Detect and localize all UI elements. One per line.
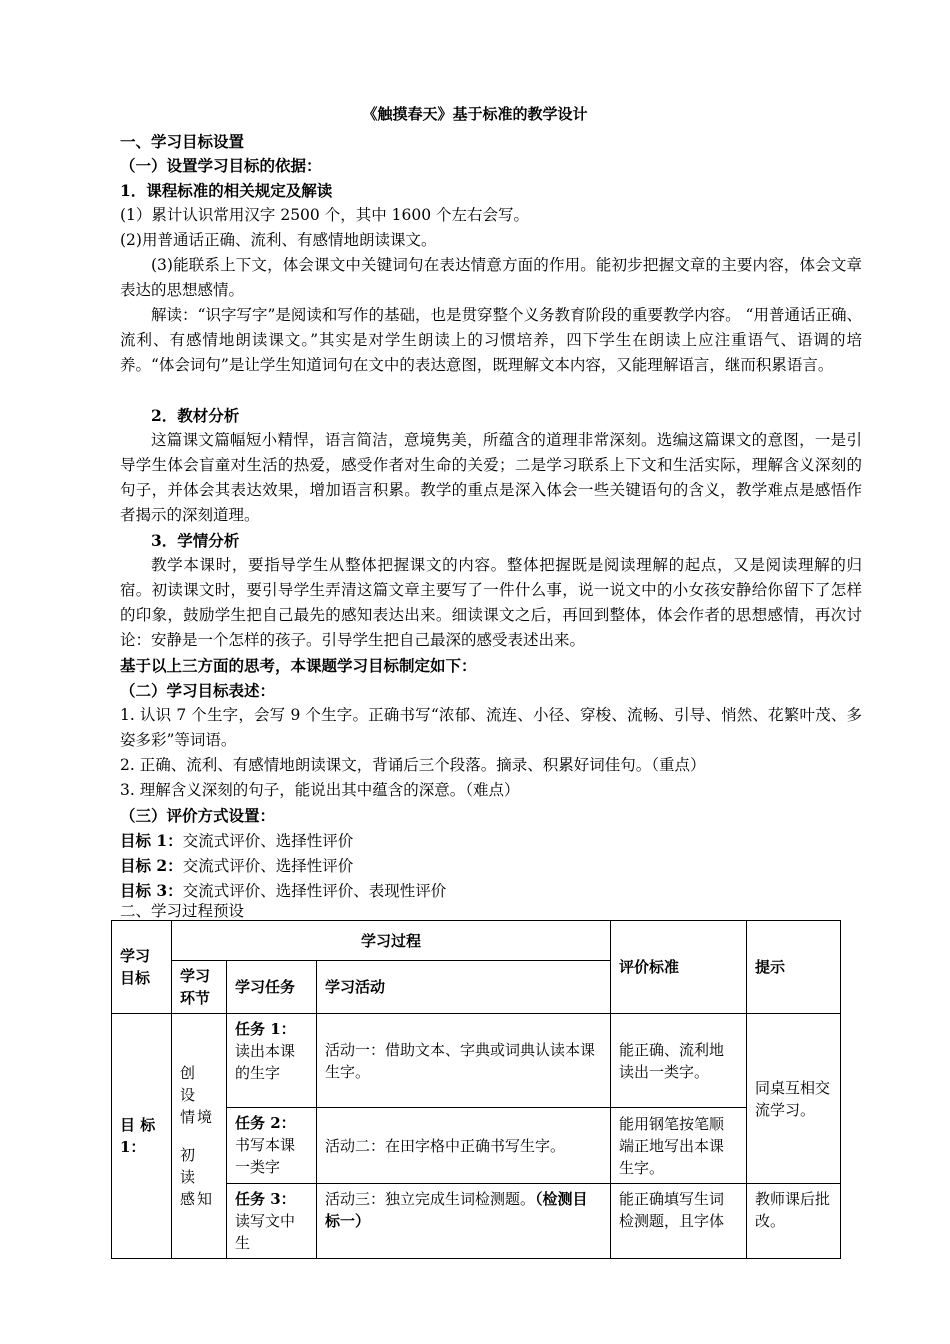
eval-label: 目标 1： [120,831,183,850]
criteria-cell: 能正确、流利地读出一类字。 [611,1014,747,1108]
activity-cell: 活动二：在田字格中正确书写生字。 [317,1108,611,1184]
criteria-cell: 能用钢笔按笔顺端正地写出本课生字。 [611,1108,747,1184]
header-tips: 提示 [747,921,841,1014]
task-text: 书写本课一类字 [235,1136,296,1176]
eval-row [120,853,860,879]
header-activity: 学习活动 [317,961,611,1014]
textbook-analysis-paragraph: 这篇课文篇幅短小精悍，语言简洁，意境隽美，所蕴含的道理非常深刻。选编这篇课文的意图，一是引导学生体会盲童对生活的热爱，感受作者对生命的关爱；二是学习联系上下文和生活实际，理解含义深刻的句子，并体会其表达效果，增加语言积累。教学的重点是深入体会一些关键语句的含义，教学难点是感悟作者揭示的深刻道理。 [120,431,862,524]
goal-2: 2. 正确、流利、有感情地朗读课文，背诵后三个段落。摘录、积累好词佳句。（重点） [120,756,706,774]
task-text: 读出本课的生字 [235,1042,296,1082]
subsection1-heading: （一）设置学习目标的依据： [120,156,322,175]
eval-text: 交流式评价、选择性评价、表现性评价 [182,882,447,900]
item2-heading: 2．教材分析 [151,406,240,425]
activity-text: 活动三：独立完成生词检测题。 [325,1190,536,1208]
standard-3: (3)能联系上下文，体会课文中关键词句在表达情意方面的作用。能初步把握文章的主要内容，体会文章表达的思想感情。 [120,256,862,299]
header-learning-process: 学习过程 [172,921,611,961]
document-title: 《触摸春天》基于标准的教学设计 [362,105,588,123]
standard-1: (1）累计认识常用汉字 2500 个，其中 1600 个左右会写。 [120,206,530,224]
goal-3: 3. 理解含义深刻的句子，能说出其中蕴含的深意。（难点） [120,781,520,799]
section2-heading: 二、学习过程预设 [120,902,245,920]
task-text: 读写文中生 [235,1212,296,1252]
task-cell [227,1014,317,1108]
tip-cell: 教师课后批改。 [747,1184,841,1259]
task-label: 任务 1： [235,1020,296,1038]
goal-1: 1. 认识 7 个生字，会写 9 个生字。正确书写“浓郁、流连、小径、穿梭、流畅、引导、悄然、花繁叶茂、多姿多彩”等词语。 [120,706,862,749]
task-cell [227,1108,317,1184]
header-stage: 学习环节 [172,961,227,1014]
interpretation-paragraph: 解读：“识字写字”是阅读和写作的基础，也是贯穿整个义务教育阶段的重要教学内容。 “用普通话正确、流利、有感情地朗读课文。”其实是对学生朗读上的习惯培养，四下学生在朗读上应注重语气、语调的培养。“体会词句”是让学生知道词句在文中的表达意图，既理解文本内容，又能理解语言，继而积累语言。 [120,306,862,374]
eval-row [120,828,860,854]
learning-process-table [111,920,841,1259]
header-task: 学习任务 [227,961,317,1014]
header-learning-goal: 学习目标 [112,921,172,1014]
eval-text: 交流式评价、选择性评价 [182,832,354,850]
item1-heading: 1．课程标准的相关规定及解读 [120,181,333,200]
task-cell [227,1184,317,1259]
task-label: 任务 2： [235,1114,296,1132]
activity-bold: （检测目标一） [325,1190,588,1230]
subsection2-heading: （二）学习目标表述： [120,681,276,700]
stage-cell [172,1014,227,1259]
subsection3-heading: （三）评价方式设置： [120,806,276,825]
header-criteria: 评价标准 [611,921,747,1014]
stage-1: 创 设 情境 [180,1064,215,1126]
goal-cell: 目 标 1： [112,1014,172,1259]
learner-analysis-paragraph: 教学本课时，要指导学生从整体把握课文的内容。整体把握既是阅读理解的起点，又是阅读理解的归宿。初读课文时，要引导学生弄清这篇文章主要写了一件什么事，说一说文中的小女孩安静给你留下了怎样的印象，鼓励学生把自己最先的感知表达出来。细读课文之后，再回到整体，体会作者的思想感情，再次讨论：安静是一个怎样的孩子。引导学生把自己最深的感受表述出来。 [120,556,862,649]
task-label: 任务 3： [235,1190,296,1208]
activity-cell: 活动一：借助文本、字典或词典认读本课生字。 [317,1014,611,1108]
activity-cell [317,1184,611,1259]
criteria-cell: 能正确填写生词检测题，且字体 [611,1184,747,1259]
eval-label: 目标 2： [120,856,183,875]
tip-cell: 同桌互相交流学习。 [747,1014,841,1184]
item3-heading: 3．学情分析 [151,531,240,550]
summary-line: 基于以上三方面的思考，本课题学习目标制定如下： [120,656,477,675]
section1-heading: 一、学习目标设置 [120,132,245,151]
eval-label: 目标 3： [120,881,183,900]
eval-text: 交流式评价、选择性评价 [182,857,354,875]
stage-2: 初 读 感知 [180,1146,215,1208]
standard-2: (2)用普通话正确、流利、有感情地朗读课文。 [120,231,437,249]
